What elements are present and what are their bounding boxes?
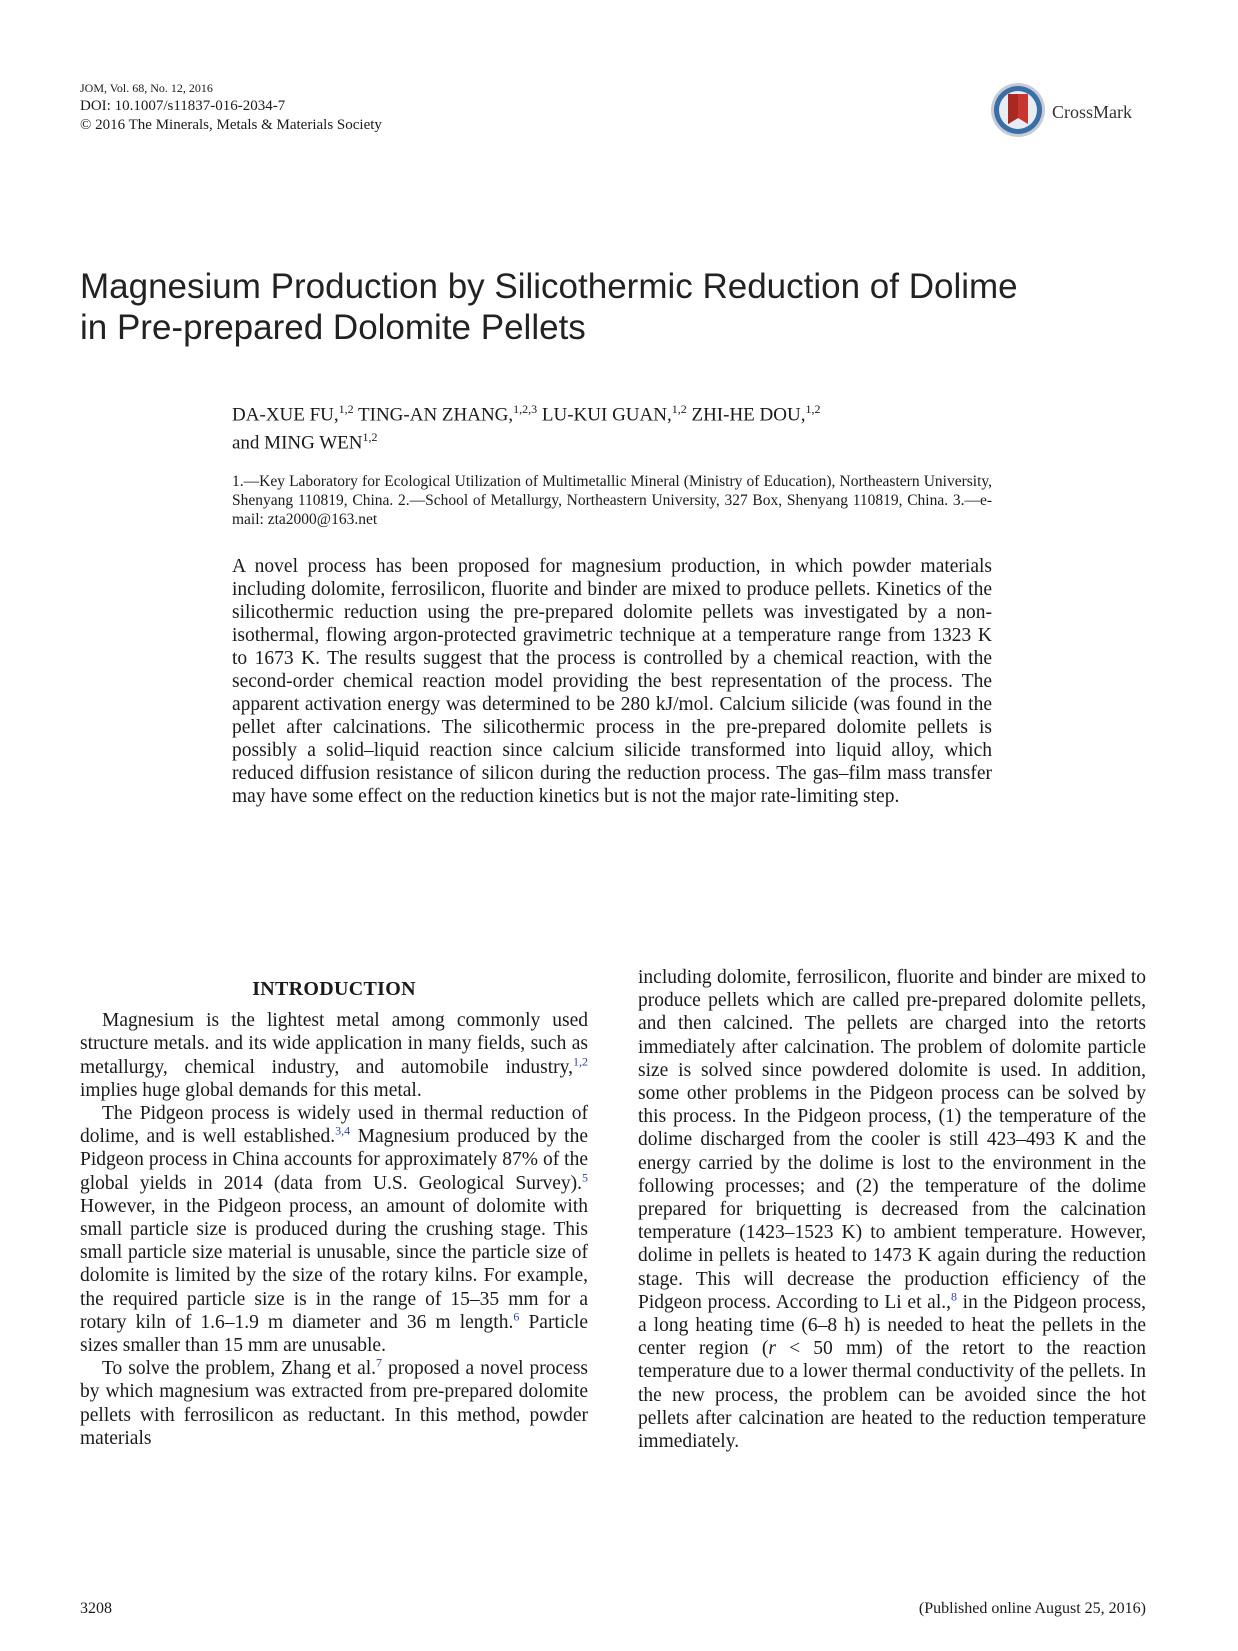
citation-link[interactable]: 7 xyxy=(376,1355,383,1370)
paragraph xyxy=(80,1009,588,1102)
author-name: DA-XUE FU, xyxy=(232,404,339,426)
citation-link[interactable]: 1,2 xyxy=(573,1054,588,1069)
title-line-2: in Pre-prepared Dolomite Pellets xyxy=(80,308,586,347)
crossmark-icon xyxy=(990,82,1046,138)
author-affil: 1,2 xyxy=(338,402,354,416)
text-run: Particle sizes smaller than 15 mm are unusable. xyxy=(80,1311,588,1357)
abstract: A novel process has been proposed for magnesium production, in which powder materials including dolomite, ferrosilicon, fluorite and binder are mixed to produce pellets. Kinetics of the silicothermic reduction using the pre-prepared dolomite pellets was investigated by a non-isothermal, flowing argon-protected gravimetric technique at a temperature range from 1323 K to 1673 K. The results suggest that the process is controlled by a chemical reaction, with the second-order chemical reaction model providing the best representation of the process. The apparent activation energy was determined to be 280 kJ/mol. Calcium silicide (was found in the pellet after calcinations. The silicothermic process in the pre-prepared dolomite pellets is possibly a solid–liquid reaction since calcium silicide transformed into liquid alloy, which reduced diffusion resistance of silicon during the reduction process. The gas–film mass transfer may have some effect on the reduction kinetics but is not the major rate-limiting step. xyxy=(232,556,992,807)
column-left xyxy=(80,968,588,1450)
math-variable: r xyxy=(768,1338,776,1360)
author-list xyxy=(232,398,1012,455)
text-run: < 50 mm) of the retort to the reaction temperature due to a lower thermal conductivity of the pellets. In the new process, the problem can be avoided since the hot pellets after calcination are heated to the reduction temperature immediately. xyxy=(638,1338,1146,1453)
paragraph xyxy=(80,1357,588,1450)
crossmark-label: CrossMark xyxy=(1052,102,1132,122)
paragraph xyxy=(638,966,1146,1453)
author-affil: 1,2 xyxy=(362,430,378,445)
section-heading: INTRODUCTION xyxy=(252,978,416,1000)
author-affil: 1,2 xyxy=(671,402,687,416)
author-name: LU-KUI GUAN, xyxy=(537,404,672,426)
text-run: in the Pidgeon process, a long heating time (6–8 h) is needed to heat the pellets in the center region ( xyxy=(638,1291,1146,1360)
text-run: implies huge global demands for this metal. xyxy=(80,1079,422,1101)
citation-link[interactable]: 6 xyxy=(513,1309,520,1324)
text-run: including dolomite, ferrosilicon, fluorite and binder are mixed to produce pellets which are called pre-prepared dolomite pellets, and then calcined. The pellets are charged into the retorts immediately after calcination. The problem of dolomite particle size is solved since powdered dolomite is used. In addition, some other problems in the Pidgeon process can be solved by this process. In the Pidgeon process, (1) the temperature of the dolime discharged from the cooler is still 423–493 K and the energy carried by the dolime is lost to the environment in the following processes; and (2) the temperature of the dolime prepared for briquetting is decreased from the calcination temperature (1423–1523 K) to ambient temperature. However, dolime in pellets is heated to 1473 K again during the reduction stage. This will decrease the production efficiency of the Pidgeon process. According to Li et al., xyxy=(638,967,1146,1313)
copyright: © 2016 The Minerals, Metals & Materials Society xyxy=(80,117,382,133)
text-run: The Pidgeon process is widely used in thermal reduction of dolime, and is well established. xyxy=(80,1103,588,1148)
citation-link[interactable]: 5 xyxy=(582,1170,588,1185)
published-date: (Published online August 25, 2016) xyxy=(918,1600,1146,1617)
text-run: proposed a novel process by which magnesium was extracted from pre-prepared dolomite pellets with ferrosilicon as reductant. In this method, powder materials xyxy=(80,1358,589,1449)
journal-line: JOM, Vol. 68, No. 12, 2016 xyxy=(80,81,213,95)
author-name: and MING WEN xyxy=(232,432,363,454)
paper-title xyxy=(80,266,1180,348)
author-name: ZHI-HE DOU, xyxy=(686,404,806,426)
paragraph xyxy=(80,1102,588,1357)
text-run: Magnesium is the lightest metal among commonly used structure metals. and its wide application in many fields, such as metallurgy, chemical industry, and automobile industry, xyxy=(80,1010,588,1078)
text-run: Magnesium produced by the Pidgeon process in China accounts for approximately 87% of the global yields in 2014 (data from U.S. Geological Survey). xyxy=(80,1126,588,1194)
text-run: To solve the problem, Zhang et al. xyxy=(102,1358,377,1380)
affiliations: 1.—Key Laboratory for Ecological Utilization of Multimetallic Mineral (Ministry of Education), Northeastern University, Shenyang 110819, China. 2.—School of Metallurgy, Northeastern University, 327 Box, Shenyang 110819, China. 3.—e-mail: zta2000@163.net xyxy=(232,473,992,528)
text-run: However, in the Pidgeon process, an amount of dolomite with small particle size is produced during the crushing stage. This small particle size material is unusable, since the particle size of dolomite is limited by the size of the rotary kilns. For example, the required particle size is in the range of 15–35 mm for a rotary kiln of 1.6–1.9 m diameter and 36 m length. xyxy=(80,1195,588,1333)
author-affil: 1,2 xyxy=(805,402,821,416)
column-right xyxy=(638,966,1146,1453)
journal-meta xyxy=(80,80,382,135)
doi: DOI: 10.1007/s11837-016-2034-7 xyxy=(80,98,286,114)
crossmark-badge[interactable] xyxy=(990,82,1150,142)
title-line-1: Magnesium Production by Silicothermic Reduction of Dolime xyxy=(80,267,1018,306)
page-number: 3208 xyxy=(80,1600,112,1617)
author-affil: 1,2,3 xyxy=(513,402,538,416)
author-name: TING-AN ZHANG, xyxy=(353,404,514,426)
citation-link[interactable]: 8 xyxy=(951,1289,957,1304)
citation-link[interactable]: 3,4 xyxy=(335,1123,351,1138)
